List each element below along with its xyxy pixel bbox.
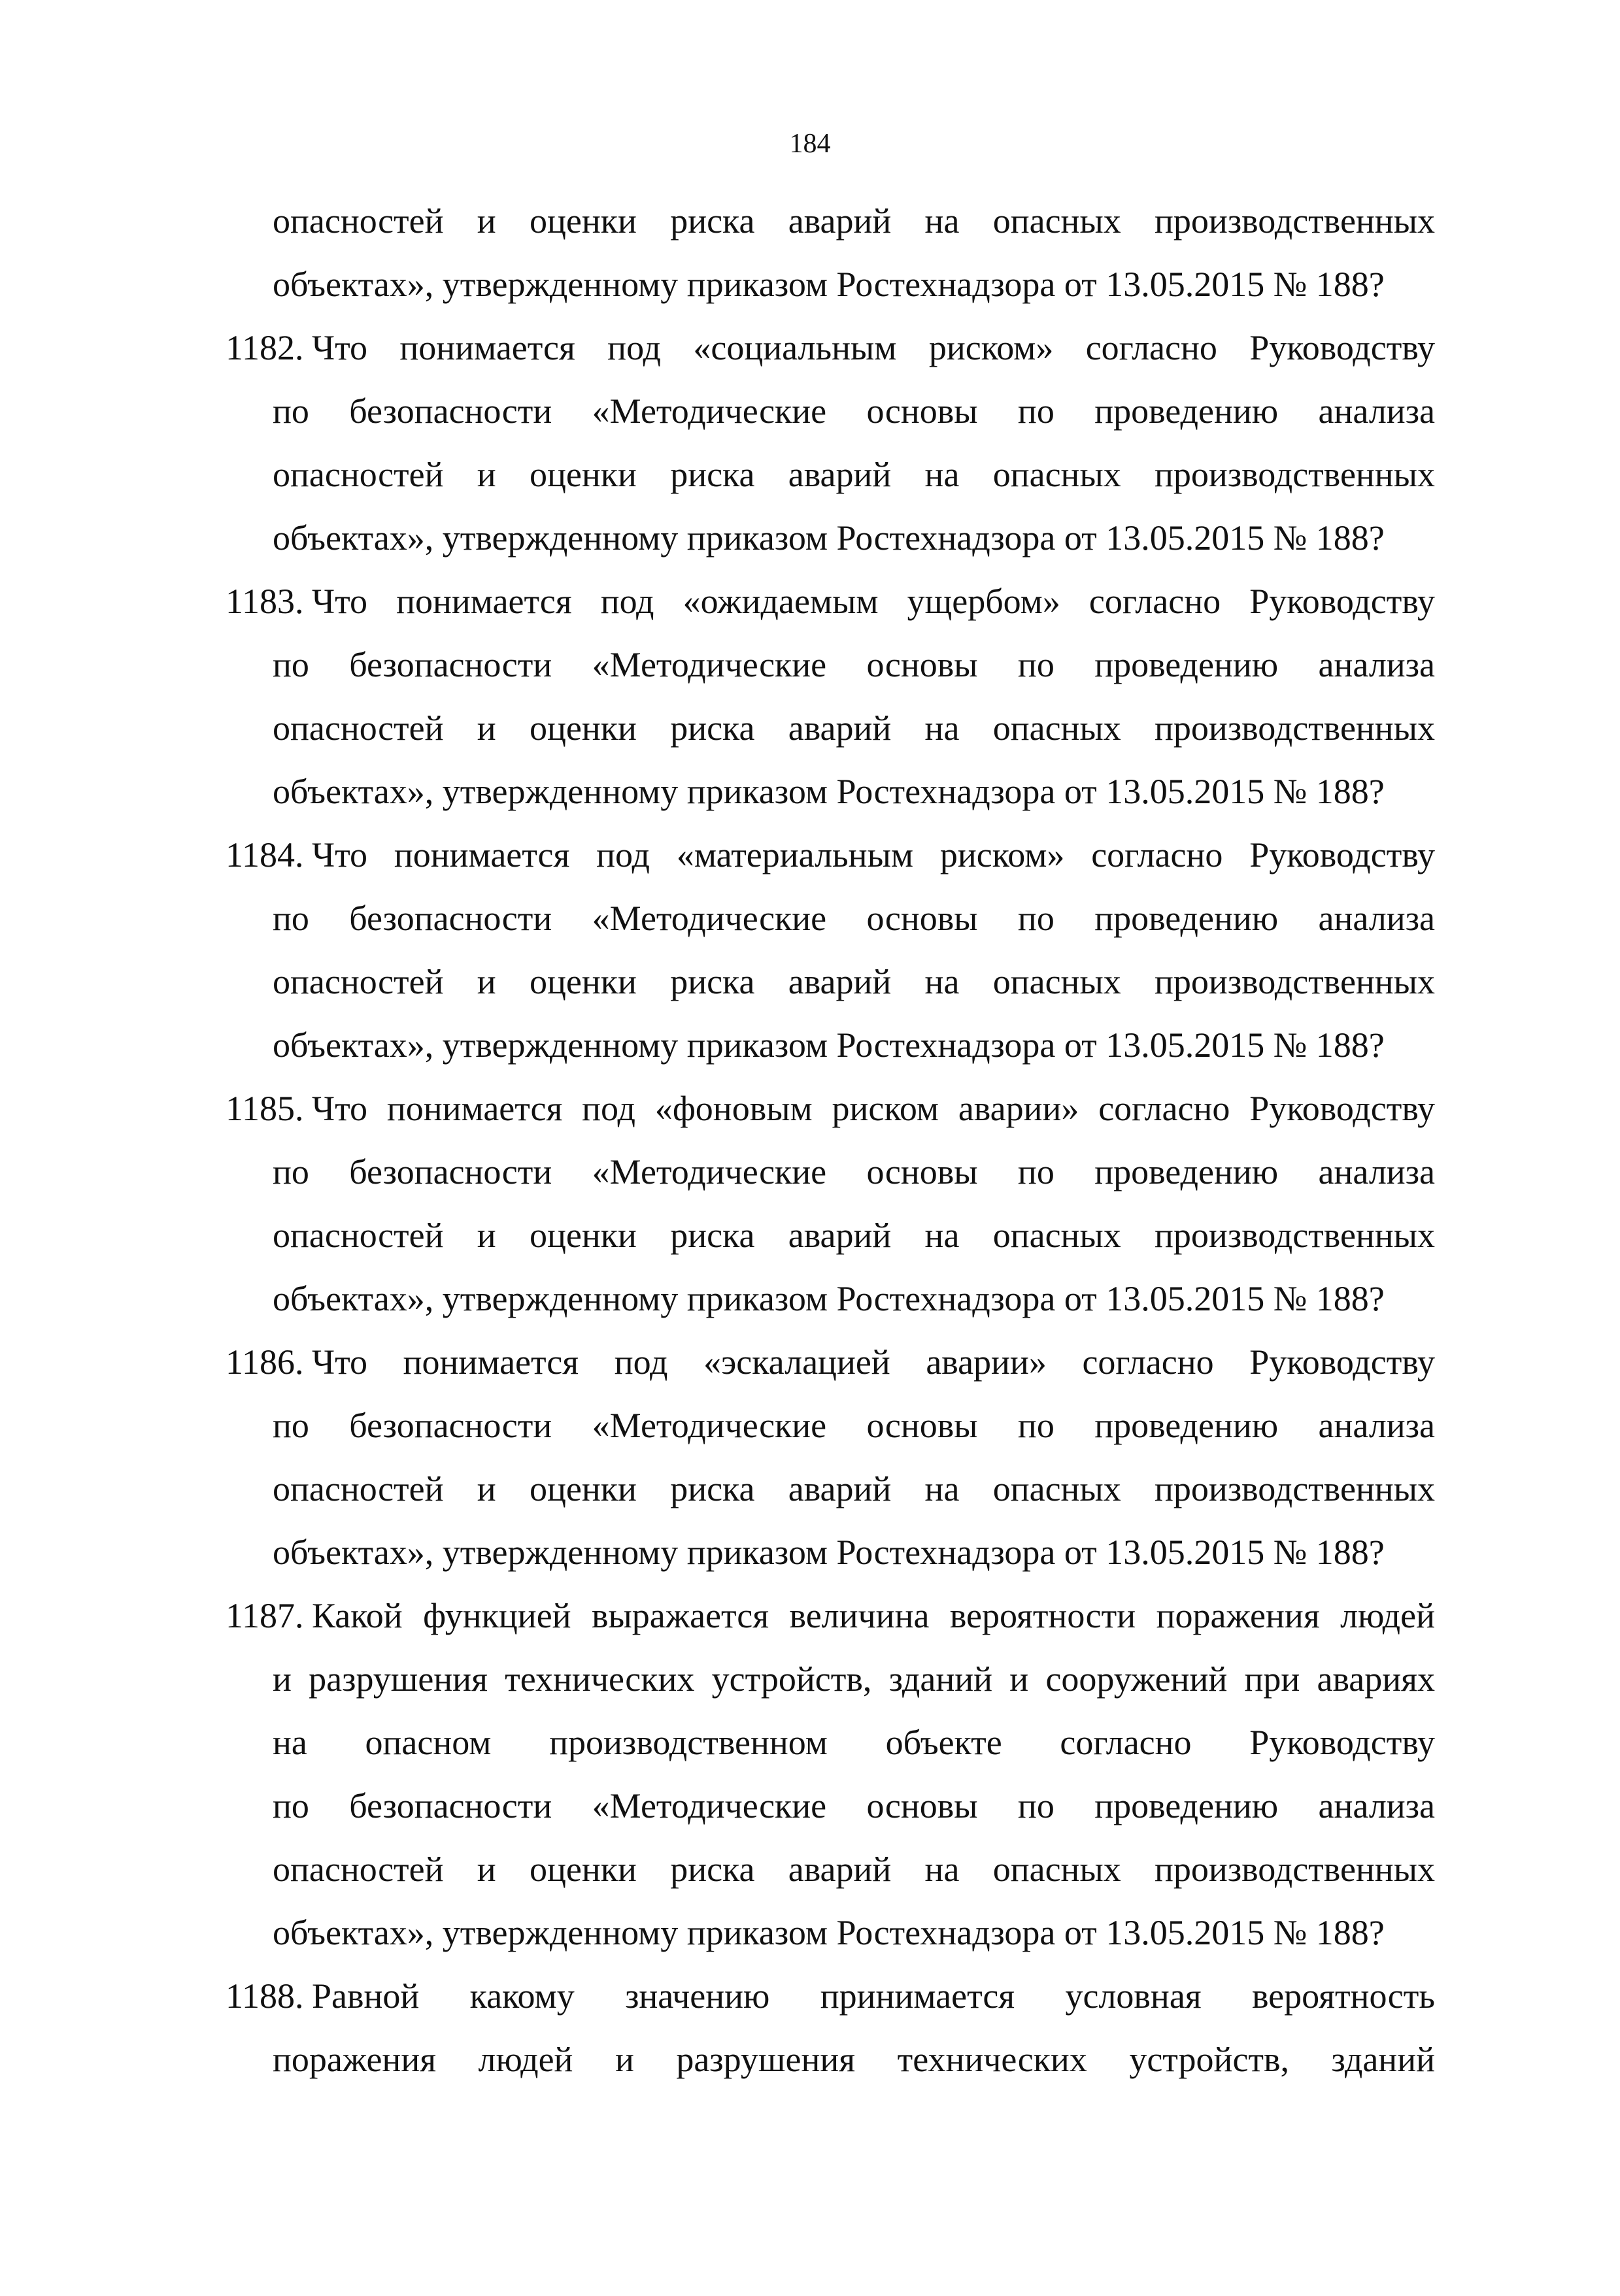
question-first-line	[226, 1077, 1435, 1140]
document-body	[226, 190, 1435, 2091]
question-text: опасностей и оценки риска аварий на опасных производственных	[273, 962, 1435, 1001]
question-text: Что понимается под «социальным риском» согласно Руководству	[312, 328, 1435, 367]
question-continuation-line	[226, 633, 1435, 697]
question-continuation-line	[226, 950, 1435, 1014]
question-continuation-line	[226, 1838, 1435, 1901]
question-continuation-line	[226, 190, 1435, 253]
question-continuation-line	[226, 1901, 1435, 1965]
question-continuation-line	[226, 697, 1435, 760]
question-number: 1183.	[226, 582, 304, 621]
question-text: Что понимается под «ожидаемым ущербом» согласно Руководству	[312, 582, 1435, 621]
question-text: Что понимается под «материальным риском» согласно Руководству	[312, 835, 1435, 874]
question-continuation-line	[226, 887, 1435, 950]
question-continuation-line	[226, 760, 1435, 824]
question-first-line	[226, 1331, 1435, 1394]
question-continuation-line	[226, 1521, 1435, 1584]
question-text: объектах», утвержденному приказом Ростехнадзора от 13.05.2015 № 188?	[273, 772, 1385, 811]
question-text: и разрушения технических устройств, зданий и сооружений при авариях	[273, 1659, 1435, 1699]
question-text: объектах», утвержденному приказом Ростехнадзора от 13.05.2015 № 188?	[273, 1025, 1385, 1065]
question-continuation-line	[226, 1711, 1435, 1774]
question-text: по безопасности «Методические основы по проведению анализа	[273, 645, 1435, 684]
question-continuation-line	[226, 253, 1435, 316]
question-number: 1185.	[226, 1089, 304, 1128]
question-text: объектах», утвержденному приказом Ростехнадзора от 13.05.2015 № 188?	[273, 1913, 1385, 1952]
question-text: Что понимается под «фоновым риском аварии» согласно Руководству	[312, 1089, 1435, 1128]
question-text: опасностей и оценки риска аварий на опасных производственных	[273, 201, 1435, 241]
question-continuation-line	[226, 1140, 1435, 1204]
question-text: объектах», утвержденному приказом Ростехнадзора от 13.05.2015 № 188?	[273, 265, 1385, 304]
question-text: опасностей и оценки риска аварий на опасных производственных	[273, 1216, 1435, 1255]
question-number: 1186.	[226, 1342, 304, 1382]
question-text: по безопасности «Методические основы по проведению анализа	[273, 1786, 1435, 1825]
question-first-line	[226, 570, 1435, 633]
question-continuation-line	[226, 1457, 1435, 1521]
question-first-line	[226, 316, 1435, 380]
question-text: объектах», утвержденному приказом Ростехнадзора от 13.05.2015 № 188?	[273, 1533, 1385, 1572]
question-number: 1188.	[226, 1976, 304, 2016]
question-number: 1184.	[226, 835, 304, 874]
question-text: опасностей и оценки риска аварий на опасных производственных	[273, 1469, 1435, 1508]
question-text: опасностей и оценки риска аварий на опасных производственных	[273, 1850, 1435, 1889]
page-number: 184	[789, 129, 831, 159]
question-text: на опасном производственном объекте согласно Руководству	[273, 1723, 1435, 1762]
question-text: поражения людей и разрушения технических устройств, зданий	[273, 2040, 1435, 2079]
question-number: 1182.	[226, 328, 304, 367]
question-continuation-line	[226, 443, 1435, 507]
question-continuation-line	[226, 1204, 1435, 1267]
question-text: объектах», утвержденному приказом Ростехнадзора от 13.05.2015 № 188?	[273, 518, 1385, 557]
question-text: опасностей и оценки риска аварий на опасных производственных	[273, 455, 1435, 494]
question-continuation-line	[226, 507, 1435, 570]
question-first-line	[226, 824, 1435, 887]
question-text: Равной какому значению принимается условная вероятность	[312, 1976, 1435, 2016]
question-continuation-line	[226, 1774, 1435, 1838]
question-continuation-line	[226, 380, 1435, 443]
question-continuation-line	[226, 2028, 1435, 2091]
question-continuation-line	[226, 1394, 1435, 1457]
question-text: Что понимается под «эскалацией аварии» согласно Руководству	[312, 1342, 1435, 1382]
question-text: объектах», утвержденному приказом Ростехнадзора от 13.05.2015 № 188?	[273, 1279, 1385, 1318]
question-first-line	[226, 1965, 1435, 2028]
question-text: Какой функцией выражается величина вероятности поражения людей	[312, 1596, 1435, 1635]
question-continuation-line	[226, 1648, 1435, 1711]
question-first-line	[226, 1584, 1435, 1648]
question-text: по безопасности «Методические основы по проведению анализа	[273, 899, 1435, 938]
question-continuation-line	[226, 1267, 1435, 1331]
question-text: по безопасности «Методические основы по проведению анализа	[273, 391, 1435, 431]
question-number: 1187.	[226, 1596, 304, 1635]
question-text: опасностей и оценки риска аварий на опасных производственных	[273, 708, 1435, 748]
question-text: по безопасности «Методические основы по проведению анализа	[273, 1406, 1435, 1445]
question-text: по безопасности «Методические основы по проведению анализа	[273, 1152, 1435, 1191]
question-continuation-line	[226, 1014, 1435, 1077]
